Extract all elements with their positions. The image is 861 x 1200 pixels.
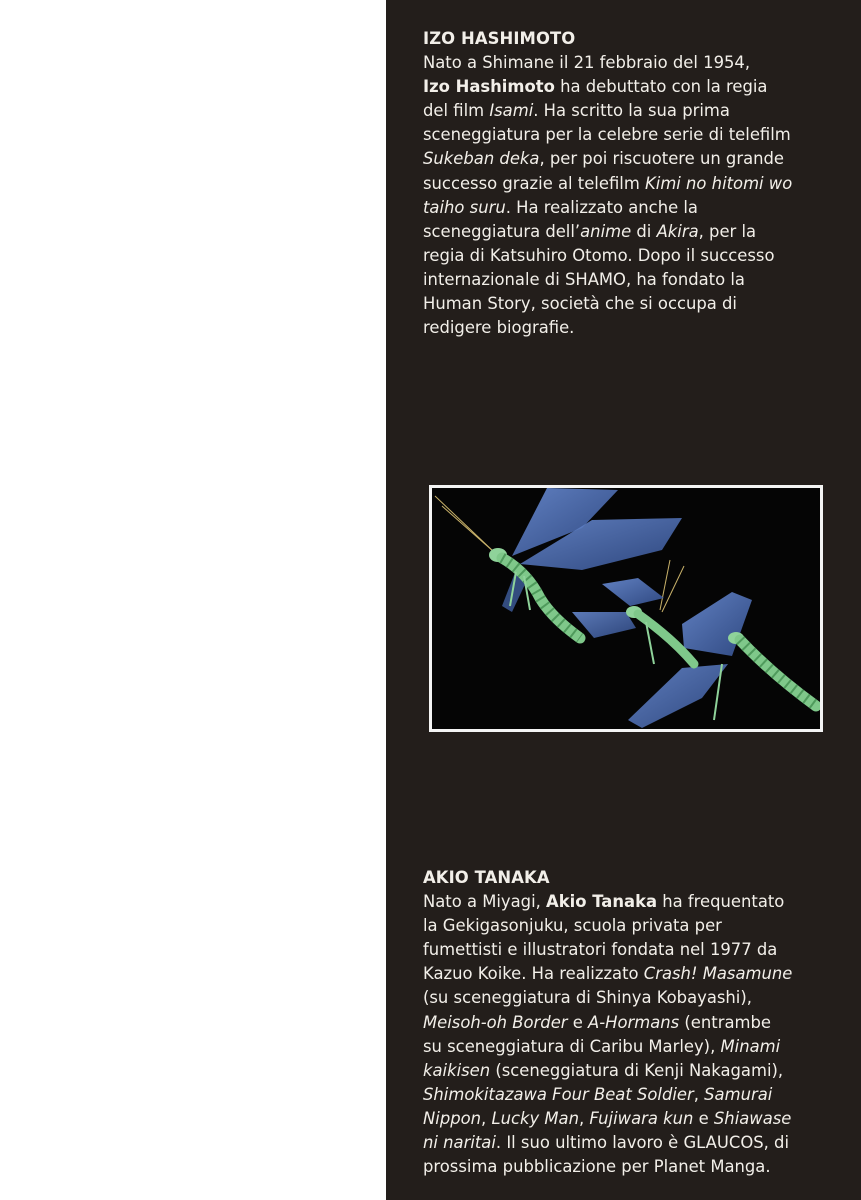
bio-line <box>423 51 823 75</box>
text-run: del film <box>423 101 490 121</box>
bio-line <box>423 268 823 292</box>
bio-line <box>423 938 823 962</box>
author-name-heading: IZO HASHIMOTO <box>423 29 576 48</box>
bio-line <box>423 1155 823 1179</box>
bio-text <box>423 890 823 1179</box>
text-run: . Ha scritto la sua prima <box>533 101 730 121</box>
bio-line <box>423 986 823 1010</box>
italic-title: Lucky Man <box>491 1108 579 1128</box>
italic-title: kaikisen <box>423 1060 491 1080</box>
italic-title: Fujiwara kun <box>589 1108 694 1128</box>
bio-line <box>423 914 823 938</box>
text-run: (entrambe <box>679 1012 771 1032</box>
italic-title: Akira <box>656 221 699 241</box>
text-run: su sceneggiatura di Caribu Marley), <box>423 1036 721 1056</box>
text-run: Nato a Shimane il 21 febbraio del 1954, <box>423 53 751 73</box>
dragonflies-image <box>432 488 820 729</box>
bio-text <box>423 51 823 340</box>
text-run: e <box>567 1012 589 1032</box>
text-run: prossima pubblicazione per Planet Manga. <box>423 1157 771 1177</box>
bio-line <box>423 123 823 147</box>
text-run: . Il suo ultimo lavoro è GLAUCOS, di <box>495 1133 790 1153</box>
bold-name: Izo Hashimoto <box>423 77 555 97</box>
text-run: internazionale di SHAMO, ha fondato la <box>423 269 745 289</box>
text-run: la Gekigasonjuku, scuola privata per <box>423 916 722 936</box>
bio-izo-hashimoto <box>423 27 823 340</box>
bio-line <box>423 962 823 986</box>
bio-akio-tanaka <box>423 866 823 1179</box>
bio-line <box>423 1059 823 1083</box>
text-run: (su sceneggiatura di Shinya Kobayashi), <box>423 988 752 1008</box>
italic-title: anime <box>580 221 632 241</box>
text-run: sceneggiatura per la celebre serie di telefilm <box>423 125 791 145</box>
text-run: Human Story, società che si occupa di <box>423 294 737 314</box>
italic-title: Crash! Masamune <box>643 964 793 984</box>
italic-title: Meisoh-oh Border <box>423 1012 568 1032</box>
blank-left-page <box>0 0 386 1200</box>
text-run: di <box>631 221 657 241</box>
dragonfly-right <box>572 560 816 728</box>
text-run: redigere biografie. <box>423 318 575 338</box>
bio-line <box>423 1107 823 1131</box>
text-run: , per poi riscuotere un grande <box>539 149 784 169</box>
text-run: Nato a Miyagi, <box>423 892 547 912</box>
bio-line <box>423 75 823 99</box>
text-run: , per la <box>698 221 757 241</box>
italic-title: Kimi no hitomi wo <box>645 173 793 193</box>
bio-line <box>423 1011 823 1035</box>
author-name-heading: AKIO TANAKA <box>423 868 550 887</box>
bio-line <box>423 147 823 171</box>
bio-line <box>423 292 823 316</box>
italic-title: Nippon <box>423 1108 482 1128</box>
text-run: , <box>693 1084 705 1104</box>
italic-title: Shimokitazawa Four Beat Soldier <box>423 1084 694 1104</box>
text-run: Kazuo Koike. Ha realizzato <box>423 964 644 984</box>
italic-title: Isami <box>489 101 534 121</box>
bio-line <box>423 220 823 244</box>
italic-title: taiho suru <box>423 197 506 217</box>
text-run: ha frequentato <box>657 892 785 912</box>
italic-title: Sukeban deka <box>423 149 540 169</box>
bio-line <box>423 1131 823 1155</box>
text-run: , <box>481 1108 492 1128</box>
bio-line <box>423 1083 823 1107</box>
text-run: . Ha realizzato anche la <box>505 197 698 217</box>
italic-title: Minami <box>720 1036 781 1056</box>
text-run: fumettisti e illustratori fondata nel 1977 da <box>423 940 778 960</box>
text-run: sceneggiatura dell’ <box>423 221 581 241</box>
text-run: (sceneggiatura di Kenji Nakagami), <box>490 1060 784 1080</box>
italic-title: ni naritai <box>423 1133 496 1153</box>
text-run: regia di Katsuhiro Otomo. Dopo il successo <box>423 245 775 265</box>
bio-line <box>423 244 823 268</box>
italic-title: Samurai <box>704 1084 773 1104</box>
text-run: e <box>693 1108 714 1128</box>
text-run: ha debuttato con la regia <box>554 77 768 97</box>
italic-title: A-Hormans <box>588 1012 680 1032</box>
italic-title: Shiawase <box>713 1108 792 1128</box>
bio-line <box>423 316 823 340</box>
bio-line <box>423 196 823 220</box>
bio-line <box>423 1035 823 1059</box>
bio-line <box>423 99 823 123</box>
text-run: successo grazie al telefilm <box>423 173 646 193</box>
dragonfly-illustration <box>429 485 823 732</box>
text-run: , <box>578 1108 590 1128</box>
bio-line <box>423 890 823 914</box>
bio-line <box>423 172 823 196</box>
bold-name: Akio Tanaka <box>546 892 658 912</box>
